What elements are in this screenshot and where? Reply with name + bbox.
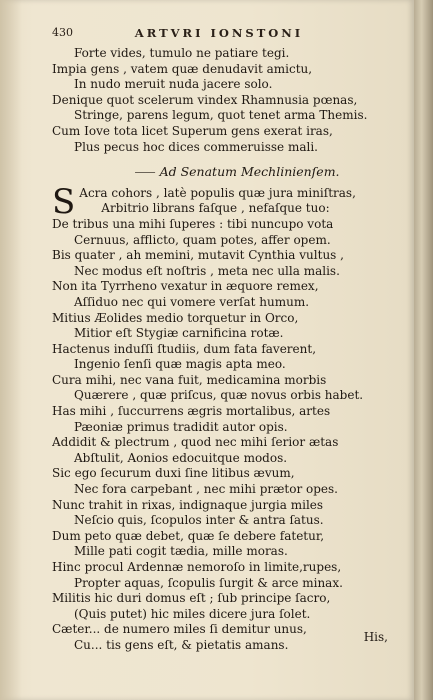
verse-line: Cum Iove tota licet Superum gens exerat iras, <box>52 123 333 138</box>
title-ornament-left: ⸺ <box>134 164 156 180</box>
page-number: 430 <box>52 26 73 39</box>
page-header <box>52 26 386 44</box>
section-title <box>52 164 392 180</box>
verse-line: Impia gens , vatem quæ denudavit amictu, <box>52 61 313 76</box>
page-edge <box>414 0 433 700</box>
gutter-shadow <box>0 0 22 700</box>
verse-line: Abſtulit, Aonios edocuitque modos. <box>74 450 288 465</box>
verse-line: (Quis putet) hic miles dicere jura ſolet. <box>74 606 311 621</box>
verse-line: Pæoniæ primus tradidit autor opis. <box>74 419 288 434</box>
verse-line: Neſcio quis, ſcopulos inter & antra ſatus. <box>74 513 324 528</box>
verse-line: Propter aquas, ſcopulis ſurgit & arce minax. <box>74 575 343 590</box>
verse-line: Forte vides, tumulo ne patiare tegi. <box>74 46 290 60</box>
verse-line: Militis hic duri domus eſt ; ſub principe ſacro, <box>52 591 331 606</box>
running-title: ARTVRI IONSTONI <box>134 26 304 40</box>
verse-line: Hinc procul Ardennæ nemoroſo in limite,rupes, <box>52 560 342 574</box>
verse-line: In nudo meruit nuda jacere solo. <box>74 77 273 92</box>
verse-line: Addidit & plectrum , quod nec mihi ſerior ætas <box>52 435 339 450</box>
verse-line: Mitior eſt Stygiæ carnificina rotæ. <box>74 326 284 341</box>
verse-line: Ingenio ſenſi quæ magis apta meo. <box>74 357 286 372</box>
verse-line: Has mihi , ſuccurrens ægris mortalibus, artes <box>52 404 331 419</box>
verse-line: Nunc trahit in rixas, indignaque jurgia miles <box>52 497 324 512</box>
verse-line: Sic ego ſecurum duxi ſine litibus ævum, <box>52 466 295 481</box>
poem-second-opening <box>52 181 392 222</box>
verse-line: Quærere , quæ priſcus, quæ novus orbis habet. <box>74 388 364 403</box>
verse-line: Stringe, parens legum, quot tenet arma Themis. <box>74 108 368 123</box>
verse-line: De tribus una mihi ſuperes : tibi nuncupo vota <box>52 216 334 231</box>
verse-line: Bis quater , ah memini, mutavit Cynthia vultus , <box>52 248 344 263</box>
verse-line: Denique quot scelerum vindex Rhamnusia pœnas, <box>52 92 358 107</box>
verse-line: Acra cohors , latè populis quæ jura miniſtras, <box>79 185 356 200</box>
verse-line: Cernuus, afflicto, quam potes, affer opem. <box>74 232 331 247</box>
verse-line: Non ita Tyrrheno vexatur in æquore remex, <box>52 279 319 294</box>
poem-second <box>52 181 392 654</box>
verse-line: Plus pecus hoc dices commeruisse mali. <box>74 139 318 154</box>
page-text <box>52 46 392 654</box>
verse-line: Cæter... de numero miles ſi demitur unus, <box>52 622 307 637</box>
drop-capital: S <box>52 181 76 222</box>
verse-line: Nec fora carpebant , nec mihi prætor opes. <box>74 482 338 497</box>
verse-line: Cura mihi, nec vana fuit, medicamina morbis <box>52 372 327 387</box>
verse-line: Dum peto quæ debet, quæ ſe debere fatetur, <box>52 528 325 543</box>
verse-line: Mille pati cogit tædia, mille moras. <box>74 544 288 559</box>
poem-second-body <box>52 217 392 654</box>
section-title-text: Ad Senatum Mechlinienſem. <box>159 164 340 180</box>
catchword: His, <box>363 630 388 644</box>
poem-first <box>52 46 392 155</box>
verse-line: Hactenus induſſi ſtudiis, dum fata faverent, <box>52 341 317 356</box>
verse-line: Nec modus eſt noſtris , meta nec ulla malis. <box>74 263 340 278</box>
verse-line: Cu... tis gens eſt, & pietatis amans. <box>74 637 289 652</box>
verse-line: Mitius Æolides medio torquetur in Orco, <box>52 310 299 325</box>
verse-line: Arbitrio librans faſque , nefaſque tuo: <box>101 201 330 216</box>
verse-line: Aſſiduo nec qui vomere verſat humum. <box>74 294 310 309</box>
